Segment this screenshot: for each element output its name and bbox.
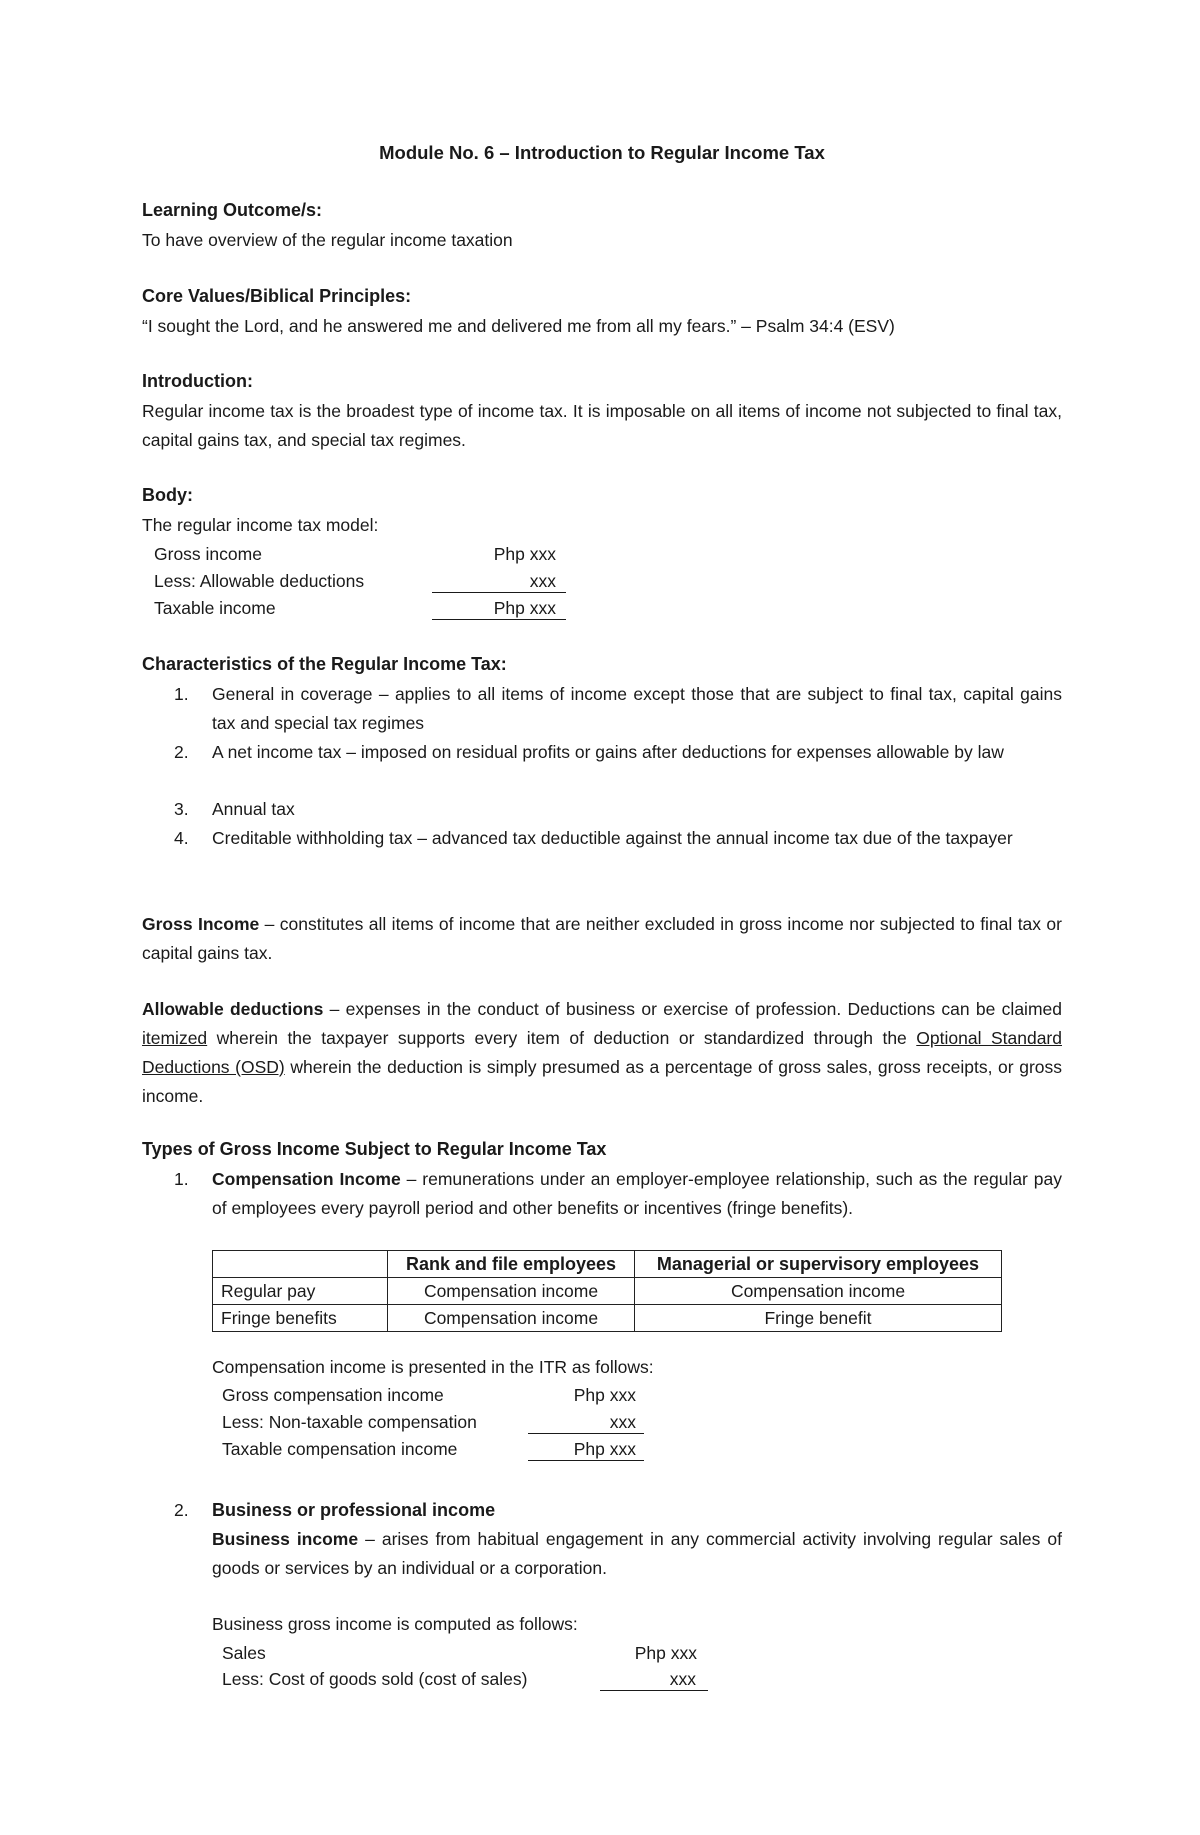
business-computed-intro: Business gross income is computed as follows: <box>212 1614 578 1634</box>
business-amount: Php xxx <box>634 1643 697 1663</box>
table-cell: Compensation income <box>635 1278 1002 1305</box>
table-header-cell: Managerial or supervisory employees <box>635 1251 1002 1278</box>
model-label: Taxable income <box>154 598 276 618</box>
body-heading: Body: <box>142 485 193 505</box>
introduction-text: Regular income tax is the broadest type of income tax. It is imposable on all items of income not subjected to final tax, capital gains tax, and special tax regimes. <box>142 401 1062 450</box>
gross-income-paragraph <box>142 910 1062 967</box>
compensation-term: Compensation Income <box>212 1169 401 1189</box>
table-cell: Fringe benefits <box>213 1305 388 1332</box>
business-amount-text: xxx <box>669 1669 696 1689</box>
model-amount-text: Php xxx <box>493 598 556 618</box>
list-number: 4. <box>174 828 189 848</box>
list-item: Creditable withholding tax – advanced tax deductible against the annual income tax due of the taxpayer <box>212 828 1013 848</box>
list-number: 2. <box>174 1500 189 1520</box>
model-amount-text: xxx <box>529 571 556 591</box>
learning-outcome-heading: Learning Outcome/s: <box>142 200 323 220</box>
gross-income-text: – constitutes all items of income that are neither excluded in gross income nor subjected to final tax or capital gains tax. <box>142 914 1062 963</box>
table-header-cell: Rank and file employees <box>388 1251 635 1278</box>
itr-amount-text: Php xxx <box>573 1439 636 1459</box>
itr-label: Taxable compensation income <box>222 1439 458 1459</box>
itr-label: Less: Non-taxable compensation <box>222 1412 477 1432</box>
core-values-text: “I sought the Lord, and he answered me and delivered me from all my fears.” – Psalm 34:4 (ESV) <box>142 316 895 336</box>
model-amount: Php xxx <box>493 544 556 564</box>
itr-amount-text: xxx <box>609 1412 636 1432</box>
list-item: A net income tax – imposed on residual profits or gains after deductions for expenses allowable by law <box>212 742 1004 762</box>
itr-amount: Php xxx <box>573 1385 636 1405</box>
learning-outcome-text: To have overview of the regular income taxation <box>142 230 513 250</box>
list-number: 3. <box>174 799 189 819</box>
list-item: Annual tax <box>212 799 295 819</box>
deductions-text: wherein the deduction is simply presumed as a percentage of gross sales, gross receipts, or gross income. <box>142 1057 1062 1106</box>
compensation-paragraph <box>212 1165 1062 1222</box>
table-header-cell <box>213 1251 388 1278</box>
deductions-term: Allowable deductions <box>142 999 324 1019</box>
model-label: Less: Allowable deductions <box>154 571 365 591</box>
business-text: – arises from habitual engagement in any commercial activity involving regular sales of goods or services by an individual or a corporation. <box>212 1529 1062 1578</box>
table-cell: Compensation income <box>388 1278 635 1305</box>
itr-amount <box>528 1436 644 1461</box>
model-intro: The regular income tax model: <box>142 515 379 535</box>
business-term: Business income <box>212 1529 359 1549</box>
business-paragraph <box>212 1525 1062 1582</box>
compensation-table <box>212 1250 1002 1332</box>
model-amount <box>432 568 566 593</box>
deductions-text: – expenses in the conduct of business or exercise of profession. Deductions can be claimed <box>323 999 1062 1019</box>
itr-amount <box>528 1409 644 1434</box>
table-cell: Compensation income <box>388 1305 635 1332</box>
list-number: 2. <box>174 742 189 762</box>
deductions-paragraph <box>142 995 1062 1111</box>
business-label: Sales <box>222 1643 266 1663</box>
list-number: 1. <box>174 684 189 704</box>
table-header-row <box>213 1251 1002 1278</box>
deductions-text: wherein the taxpayer supports every item of deduction or standardized through the <box>207 1028 917 1048</box>
itemized-term: itemized <box>142 1028 208 1048</box>
gross-income-term: Gross Income <box>142 914 260 934</box>
itr-label: Gross compensation income <box>222 1385 444 1405</box>
table-row <box>213 1305 1002 1332</box>
osd-term: Optional Standard Deductions (OSD) <box>142 1028 1062 1077</box>
page-title: Module No. 6 – Introduction to Regular Income Tax <box>379 142 825 163</box>
business-heading: Business or professional income <box>212 1500 496 1520</box>
business-label: Less: Cost of goods sold (cost of sales) <box>222 1669 528 1689</box>
table-row <box>213 1278 1002 1305</box>
table-cell: Fringe benefit <box>635 1305 1002 1332</box>
types-heading: Types of Gross Income Subject to Regular Income Tax <box>142 1139 607 1159</box>
model-label: Gross income <box>154 544 262 564</box>
model-amount <box>432 595 566 620</box>
characteristics-heading: Characteristics of the Regular Income Tax: <box>142 654 507 674</box>
introduction-heading: Introduction: <box>142 371 253 391</box>
compensation-text: – remunerations under an employer-employee relationship, such as the regular pay of employees every payroll period and other benefits or incentives (fringe benefits). <box>212 1169 1062 1218</box>
list-number: 1. <box>174 1169 189 1189</box>
itr-intro: Compensation income is presented in the ITR as follows: <box>212 1357 654 1377</box>
table-cell: Regular pay <box>213 1278 388 1305</box>
list-item: General in coverage – applies to all items of income except those that are subject to final tax, capital gains tax and special tax regimes <box>212 684 1062 733</box>
core-values-heading: Core Values/Biblical Principles: <box>142 286 412 306</box>
business-amount <box>600 1666 708 1691</box>
